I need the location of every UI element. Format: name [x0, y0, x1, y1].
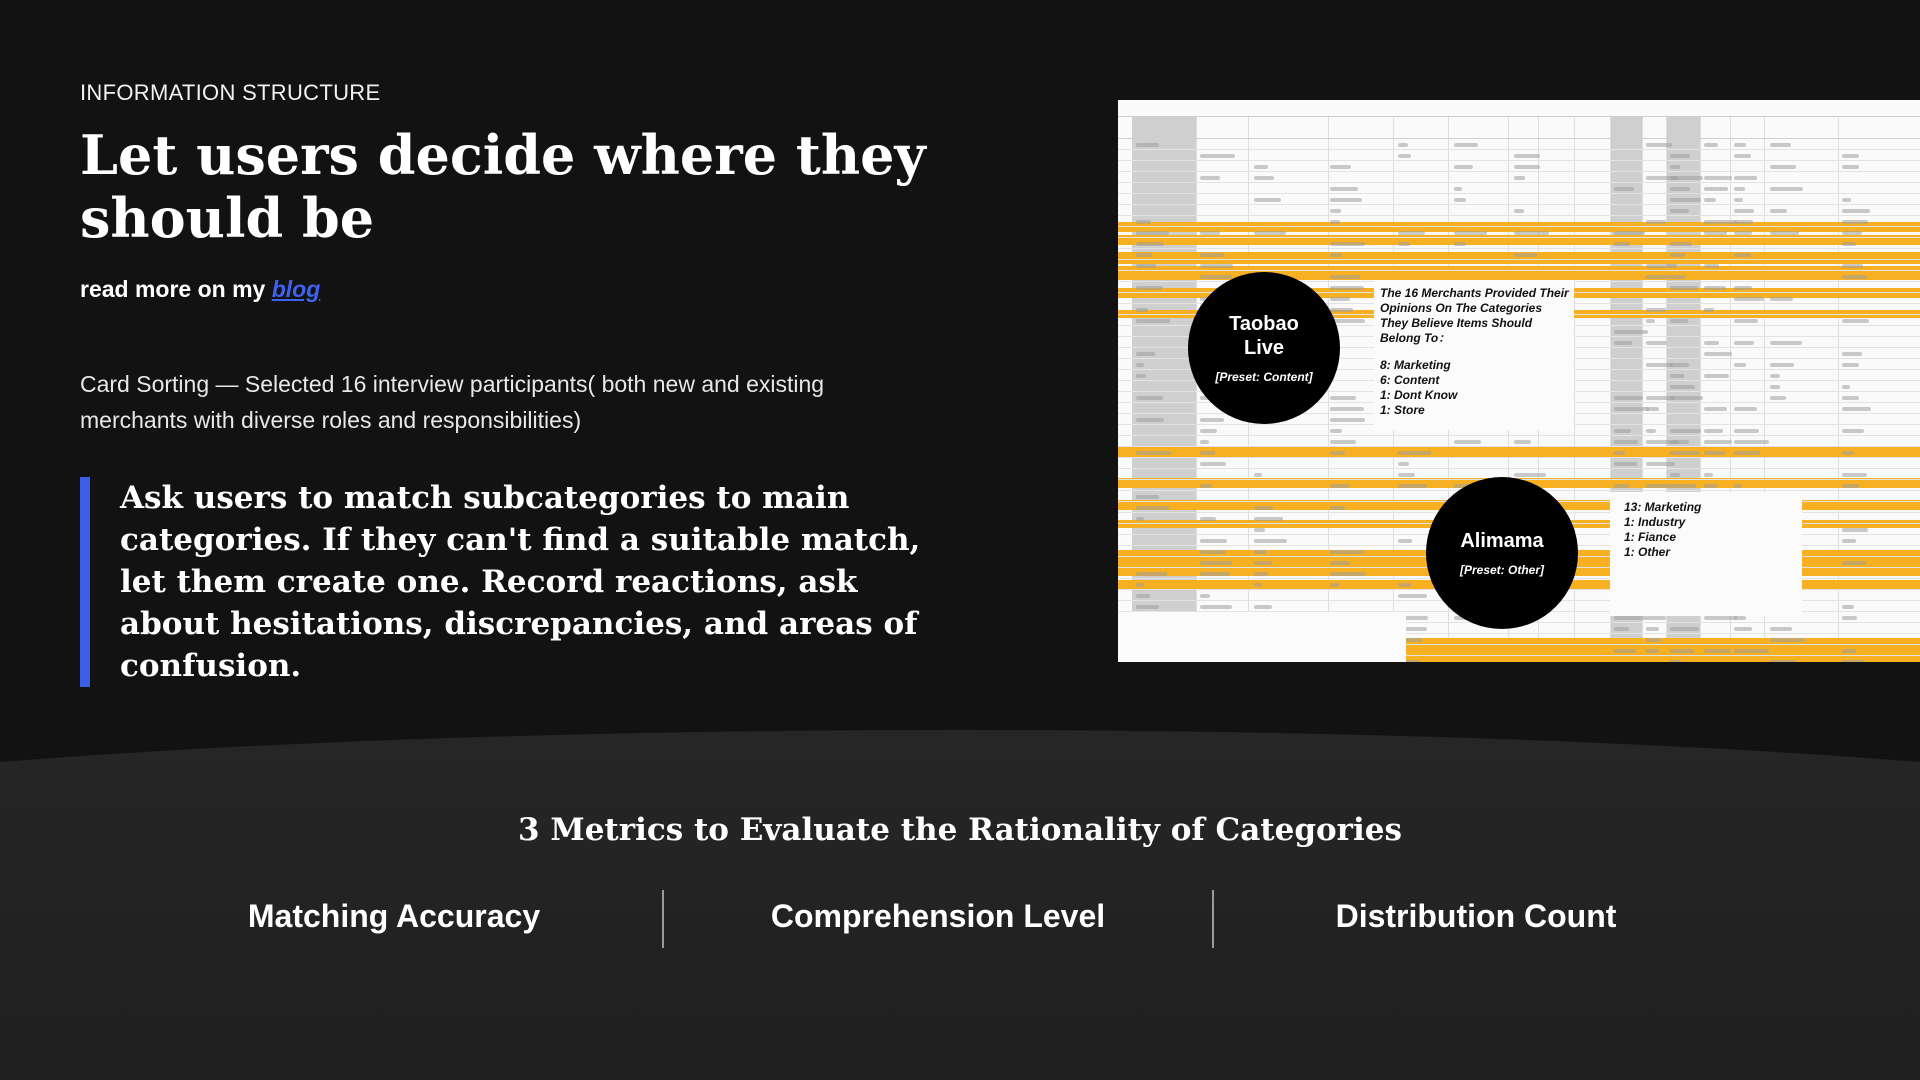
spreadsheet-cell-text	[1398, 154, 1411, 158]
spreadsheet-cell-text	[1670, 187, 1690, 191]
spreadsheet-cell-text	[1670, 429, 1701, 433]
spreadsheet-cell-text	[1734, 484, 1742, 488]
spreadsheet-cell-text	[1136, 319, 1170, 323]
note-second-line: 1: Industry	[1624, 515, 1686, 529]
spreadsheet-cell-text	[1734, 286, 1752, 290]
alimama-preset: [Preset: Other]	[1459, 563, 1545, 577]
spreadsheet-row-line	[1118, 215, 1920, 216]
spreadsheet-cell-text	[1200, 517, 1216, 521]
spreadsheet-cell-text	[1646, 462, 1675, 466]
spreadsheet-cell-text	[1734, 253, 1751, 257]
spreadsheet-row-line	[1118, 446, 1920, 447]
spreadsheet-cell-text	[1670, 660, 1681, 662]
spreadsheet-cell-text	[1136, 286, 1163, 290]
metric-divider	[662, 890, 664, 948]
spreadsheet-cell-text	[1646, 143, 1672, 147]
spreadsheet-cell-text	[1200, 451, 1215, 455]
spreadsheet-cell-text	[1330, 418, 1365, 422]
spreadsheet-cell-text	[1254, 572, 1268, 576]
spreadsheet-cell-text	[1398, 451, 1431, 455]
spreadsheet-cell-text	[1842, 385, 1850, 389]
spreadsheet-cell-text	[1704, 451, 1725, 455]
spreadsheet-cell-text	[1200, 253, 1224, 257]
spreadsheet-cell-text	[1842, 209, 1870, 213]
spreadsheet-cell-text	[1704, 484, 1717, 488]
spreadsheet-cell-text	[1704, 341, 1719, 345]
note-second-line: 1: Fiance	[1624, 530, 1677, 544]
spreadsheet-cell-text	[1670, 396, 1703, 400]
spreadsheet-cell-text	[1614, 231, 1645, 235]
spreadsheet-row-line	[1118, 237, 1920, 238]
spreadsheet-cell-text	[1254, 176, 1274, 180]
spreadsheet-cell-text	[1254, 517, 1283, 521]
spreadsheet-cell-text	[1770, 363, 1794, 367]
read-more	[80, 276, 320, 303]
spreadsheet-cell-text	[1734, 220, 1753, 224]
spreadsheet-cell-text	[1330, 165, 1351, 169]
spreadsheet-row-line	[1118, 182, 1920, 183]
note-second-line: 1: Other	[1624, 545, 1671, 559]
spreadsheet-cell-text	[1646, 407, 1659, 411]
spreadsheet-cell-text	[1670, 253, 1685, 257]
metric-matching-accuracy: Matching Accuracy	[247, 898, 541, 934]
spreadsheet-cell-text	[1200, 484, 1212, 488]
spreadsheet-cell-text	[1842, 649, 1856, 653]
spreadsheet-cell-text	[1670, 440, 1689, 444]
note-second-line: 13: Marketing	[1624, 500, 1702, 514]
spreadsheet-cell-text	[1670, 154, 1690, 158]
spreadsheet-cell-text	[1646, 638, 1661, 642]
spreadsheet-cell-text	[1734, 341, 1754, 345]
spreadsheet-cell-text	[1770, 297, 1793, 301]
spreadsheet-cell-text	[1842, 473, 1867, 477]
spreadsheet-cell-text	[1704, 429, 1723, 433]
spreadsheet-row-line	[1118, 149, 1920, 150]
spreadsheet-cell-text	[1136, 605, 1159, 609]
spreadsheet-cell-text	[1254, 583, 1262, 587]
spreadsheet-cell-text	[1200, 550, 1226, 554]
spreadsheet-cell-text	[1514, 165, 1540, 169]
quote-text: Ask users to match subcategories to main categories. If they can't find a suitable match, let them create one. Record reactions, ask about hesitations, discrepancies, and areas of confusion.	[120, 480, 921, 684]
spreadsheet-cell-text	[1770, 165, 1796, 169]
spreadsheet-cell-text	[1514, 154, 1540, 158]
spreadsheet-cell-text	[1514, 473, 1546, 477]
spreadsheet-cell-text	[1734, 407, 1757, 411]
spreadsheet-row-line	[1118, 468, 1920, 469]
spreadsheet-cell-text	[1734, 363, 1746, 367]
metric-divider	[1212, 890, 1214, 948]
spreadsheet-cell-text	[1614, 330, 1648, 334]
spreadsheet-cell-text	[1842, 451, 1854, 455]
spreadsheet-cell-text	[1254, 231, 1286, 235]
spreadsheet-cell-text	[1330, 550, 1364, 554]
spreadsheet-cell-text	[1734, 429, 1759, 433]
spreadsheet-cell-text	[1200, 231, 1220, 235]
spreadsheet-cell-text	[1614, 451, 1625, 455]
spreadsheet-cell-text	[1770, 396, 1786, 400]
spreadsheet-cell-text	[1734, 154, 1751, 158]
spreadsheet-cell-text	[1136, 220, 1151, 224]
spreadsheet-cell-text	[1704, 374, 1729, 378]
metric-distribution-count: Distribution Count	[1335, 898, 1617, 934]
spreadsheet-cell-text	[1734, 319, 1758, 323]
spreadsheet-cell-text	[1670, 385, 1695, 389]
spreadsheet-cell-text	[1842, 407, 1871, 411]
spreadsheet-row-line	[1118, 248, 1920, 249]
spreadsheet-cell-text	[1136, 374, 1146, 378]
spreadsheet-cell-text	[1614, 396, 1643, 400]
quote-block	[80, 477, 940, 687]
spreadsheet-cell-text	[1646, 319, 1655, 323]
spreadsheet-cell-text	[1842, 484, 1859, 488]
spreadsheet-cell-text	[1330, 253, 1342, 257]
spreadsheet-cell-text	[1398, 594, 1427, 598]
spreadsheet-cell-text	[1770, 143, 1791, 147]
spreadsheet-cell-text	[1842, 154, 1859, 158]
spreadsheet-cell-text	[1614, 627, 1629, 631]
spreadsheet-cell-text	[1842, 363, 1859, 367]
spreadsheet-row-line	[1118, 226, 1920, 227]
spreadsheet-cell-text	[1614, 407, 1649, 411]
spreadsheet-cell-text	[1770, 187, 1803, 191]
alimama-circle	[1426, 477, 1578, 629]
spreadsheet-cell-text	[1734, 187, 1745, 191]
spreadsheet-cell-text	[1734, 209, 1754, 213]
spreadsheet-cell-text	[1670, 451, 1700, 455]
spreadsheet-cell-text	[1136, 308, 1148, 312]
spreadsheet-cell-text	[1734, 143, 1746, 147]
spreadsheet-cell-text	[1670, 473, 1680, 477]
spreadsheet-cell-text	[1454, 440, 1481, 444]
spreadsheet-cell-text	[1330, 572, 1365, 576]
spreadsheet-cell-text	[1398, 231, 1425, 235]
spreadsheet-cell-text	[1330, 451, 1345, 455]
spreadsheet-cell-text	[1330, 484, 1349, 488]
spreadsheet-cell-text	[1704, 352, 1732, 356]
spreadsheet-cell-text	[1670, 627, 1699, 631]
spreadsheet-cell-text	[1646, 363, 1673, 367]
spreadsheet-cell-text	[1734, 176, 1757, 180]
spreadsheet-cell-text	[1254, 473, 1262, 477]
section-eyebrow: INFORMATION STRUCTURE	[80, 80, 381, 105]
spreadsheet-cell-text	[1842, 396, 1859, 400]
spreadsheet-cell-text	[1454, 143, 1478, 147]
spreadsheet-cell-text	[1330, 198, 1362, 202]
spreadsheet-cell-text	[1704, 649, 1731, 653]
spreadsheet-cell-text	[1200, 561, 1232, 565]
spreadsheet-row-line	[1118, 171, 1920, 172]
spreadsheet-cell-text	[1200, 605, 1232, 609]
spreadsheet-cell-text	[1330, 297, 1350, 301]
spreadsheet-cell-text	[1200, 176, 1220, 180]
spreadsheet-cell-text	[1254, 561, 1272, 565]
spreadsheet-cell-text	[1330, 209, 1341, 213]
spreadsheet-cell-text	[1136, 396, 1163, 400]
spreadsheet-cell-text	[1704, 143, 1718, 147]
spreadsheet-cell-text	[1514, 440, 1531, 444]
card-sorting-spreadsheet-image	[1118, 100, 1920, 662]
spreadsheet-cell-text	[1136, 242, 1164, 246]
spreadsheet-cell-text	[1646, 429, 1656, 433]
note-main-line: 6: Content	[1380, 373, 1440, 387]
spreadsheet-cell-text	[1136, 495, 1159, 499]
spreadsheet-cell-text	[1646, 275, 1670, 279]
spreadsheet-cell-text	[1842, 605, 1854, 609]
spreadsheet-cell-text	[1136, 352, 1155, 356]
spreadsheet-cell-text	[1704, 286, 1726, 290]
spreadsheet-cell-text	[1330, 220, 1340, 224]
spreadsheet-cell-text	[1842, 319, 1869, 323]
spreadsheet-cell-text	[1770, 374, 1780, 378]
spreadsheet-cell-text	[1670, 176, 1703, 180]
spreadsheet-cell-text	[1646, 484, 1671, 488]
spreadsheet-cell-text	[1734, 649, 1769, 653]
method-description: Card Sorting — Selected 16 interview participants( both new and existing merchants with diverse roles and responsibilities)	[80, 371, 825, 433]
spreadsheet-cell-text	[1704, 407, 1727, 411]
spreadsheet-cell-text	[1136, 451, 1171, 455]
spreadsheet-cell-text	[1330, 561, 1350, 565]
spreadsheet-cell-text	[1200, 440, 1209, 444]
spreadsheet-cell-text	[1842, 616, 1857, 620]
spreadsheet-cell-text	[1254, 198, 1281, 202]
spreadsheet-row-line	[1118, 270, 1920, 271]
spreadsheet-cell-text	[1254, 539, 1287, 543]
spreadsheet-cell-text	[1454, 165, 1473, 169]
spreadsheet-cell-text	[1200, 594, 1210, 598]
spreadsheet-cell-text	[1330, 583, 1339, 587]
spreadsheet-cell-text	[1330, 440, 1356, 444]
spreadsheet-cell-text	[1670, 649, 1694, 653]
spreadsheet-highlight-row	[1118, 447, 1920, 457]
spreadsheet-cell-text	[1614, 649, 1636, 653]
metrics-title: 3 Metrics to Evaluate the Rationality of Categories	[518, 812, 1402, 848]
spreadsheet-cell-text	[1842, 352, 1862, 356]
spreadsheet-cell-text	[1646, 627, 1659, 631]
spreadsheet-cell-text	[1670, 374, 1684, 378]
spreadsheet-cell-text	[1734, 627, 1752, 631]
spreadsheet-cell-text	[1330, 286, 1364, 290]
spreadsheet-cell-text	[1398, 462, 1409, 466]
spreadsheet-cell-text	[1670, 198, 1701, 202]
spreadsheet-cell-text	[1646, 308, 1666, 312]
spreadsheet-cell-text	[1704, 616, 1737, 620]
spreadsheet-cell-text	[1770, 638, 1805, 642]
spreadsheet-cell-text	[1514, 209, 1524, 213]
spreadsheet-cell-text	[1136, 143, 1159, 147]
spreadsheet-cell-text	[1454, 242, 1466, 246]
spreadsheet-cell-text	[1704, 187, 1728, 191]
spreadsheet-cell-text	[1842, 231, 1862, 235]
spreadsheet-cell-text	[1398, 143, 1408, 147]
spreadsheet-cell-text	[1646, 264, 1677, 268]
spreadsheet-cell-text	[1254, 550, 1267, 554]
spreadsheet-cell-text	[1842, 165, 1859, 169]
spreadsheet-cell-text	[1842, 220, 1868, 224]
spreadsheet-cell-text	[1514, 253, 1537, 257]
spreadsheet-header-line	[1118, 138, 1920, 139]
spreadsheet-cell-text	[1614, 484, 1629, 488]
note-main-heading: The 16 Merchants Provided Their Opinions On The Categories They Believe Items Should Belong To：	[1380, 286, 1569, 345]
alimama-label: Alimama	[1460, 530, 1544, 552]
spreadsheet-cell-text	[1704, 264, 1719, 268]
spreadsheet-cell-text	[1330, 396, 1356, 400]
spreadsheet-cell-text	[1646, 616, 1666, 620]
spreadsheet-cell-text	[1842, 660, 1864, 662]
spreadsheet-cell-text	[1704, 440, 1732, 444]
spreadsheet-cell-text	[1614, 341, 1632, 345]
spreadsheet-cell-text	[1136, 363, 1144, 367]
spreadsheet-cell-text	[1200, 462, 1226, 466]
spreadsheet-cell-text	[1670, 275, 1685, 279]
spreadsheet-row-line	[1118, 457, 1920, 458]
spreadsheet-cell-text	[1670, 209, 1689, 213]
spreadsheet-cell-text	[1614, 242, 1630, 246]
spreadsheet-cell-text	[1200, 264, 1233, 268]
spreadsheet-cell-text	[1514, 176, 1525, 180]
spreadsheet-cell-text	[1398, 242, 1410, 246]
spreadsheet-cell-text	[1454, 198, 1466, 202]
spreadsheet-cell-text	[1330, 308, 1353, 312]
note-second	[1624, 500, 1794, 560]
spreadsheet-cell-text	[1734, 451, 1760, 455]
spreadsheet-cell-text	[1770, 341, 1802, 345]
spreadsheet-cell-text	[1614, 429, 1631, 433]
spreadsheet-cell-text	[1136, 418, 1164, 422]
spreadsheet-cell-text	[1136, 583, 1144, 587]
spreadsheet-cell-text	[1136, 517, 1144, 521]
spreadsheet-header-line	[1118, 116, 1920, 117]
note-main-line: 8: Marketing	[1380, 358, 1451, 372]
spreadsheet-cell-text	[1734, 297, 1764, 301]
spreadsheet-cell-text	[1842, 264, 1863, 268]
taobao-live-circle	[1188, 272, 1340, 424]
spreadsheet-cell-text	[1646, 220, 1666, 224]
spreadsheet-cell-text	[1646, 341, 1667, 345]
spreadsheet-row-line	[1118, 204, 1920, 205]
spreadsheet-cell-text	[1136, 506, 1169, 510]
spreadsheet-cell-text	[1254, 528, 1265, 532]
spreadsheet-cell-text	[1842, 539, 1856, 543]
spreadsheet-cell-text	[1254, 506, 1273, 510]
taobao-live-preset: [Preset: Content]	[1215, 370, 1313, 384]
spreadsheet-cell-text	[1200, 429, 1217, 433]
spreadsheet-cell-text	[1734, 198, 1743, 202]
spreadsheet-cell-text	[1398, 539, 1412, 543]
spreadsheet-cell-text	[1614, 440, 1638, 444]
spreadsheet-cell-text	[1454, 187, 1462, 191]
spreadsheet-cell-text	[1670, 319, 1688, 323]
spreadsheet-cell-text	[1200, 418, 1224, 422]
spreadsheet-cell-text	[1770, 660, 1796, 662]
spreadsheet-cell-text	[1670, 242, 1692, 246]
spreadsheet-cell-text	[1330, 429, 1342, 433]
spreadsheet-cell-text	[1200, 539, 1227, 543]
spreadsheet-cell-text	[1398, 473, 1415, 477]
page-title: Let users decide where they should be	[80, 123, 926, 250]
spreadsheet-cell-text	[1330, 242, 1365, 246]
spreadsheet-cell-text	[1734, 440, 1769, 444]
spreadsheet-cell-text	[1842, 429, 1864, 433]
spreadsheet-cell-text	[1614, 187, 1634, 191]
spreadsheet-cell-text	[1704, 176, 1732, 180]
spreadsheet-cell-text	[1842, 242, 1856, 246]
spreadsheet-cell-text	[1734, 616, 1746, 620]
spreadsheet-cell-text	[1670, 484, 1696, 488]
spreadsheet-cell-text	[1704, 220, 1737, 224]
spreadsheet-cell-text	[1330, 407, 1364, 411]
spreadsheet-cell-text	[1136, 264, 1156, 268]
spreadsheet-row-line	[1118, 193, 1920, 194]
spreadsheet-cell-text	[1704, 231, 1727, 235]
spreadsheet-cell-text	[1136, 594, 1150, 598]
spreadsheet-cell-text	[1136, 253, 1152, 257]
spreadsheet-cell-text	[1842, 275, 1867, 279]
spreadsheet-cell-text	[1646, 649, 1659, 653]
taobao-live-label: Taobao Live	[1229, 313, 1299, 359]
spreadsheet-row-line	[1118, 259, 1920, 260]
spreadsheet-cell-text	[1770, 385, 1780, 389]
blank-cell-area	[1118, 612, 1406, 662]
spreadsheet-cell-text	[1770, 231, 1799, 235]
note-main	[1380, 286, 1570, 418]
spreadsheet-cell-text	[1614, 462, 1637, 466]
spreadsheet-cell-text	[1704, 308, 1714, 312]
spreadsheet-cell-text	[1200, 275, 1232, 279]
spreadsheet-cell-text	[1670, 286, 1698, 290]
spreadsheet-cell-text	[1254, 165, 1268, 169]
spreadsheet-cell-text	[1734, 231, 1752, 235]
note-main-line: 1: Store	[1380, 403, 1425, 417]
spreadsheet-cell-text	[1136, 572, 1167, 576]
spreadsheet-cell-text	[1514, 231, 1549, 235]
spreadsheet-cell-text	[1614, 616, 1647, 620]
spreadsheet-cell-text	[1330, 275, 1360, 279]
spreadsheet-cell-text	[1704, 473, 1713, 477]
spreadsheet-cell-text	[1200, 154, 1235, 158]
spreadsheet-cell-text	[1770, 627, 1792, 631]
blog-link[interactable]: blog	[271, 276, 321, 302]
spreadsheet-row-line	[1118, 435, 1920, 436]
spreadsheet-row-line	[1118, 160, 1920, 161]
spreadsheet-cell-text	[1398, 484, 1427, 488]
metric-comprehension-level: Comprehension Level	[770, 898, 1106, 934]
spreadsheet-cell-text	[1842, 198, 1851, 202]
read-more-prefix: read more on my	[80, 276, 272, 302]
spreadsheet-cell-text	[1770, 209, 1787, 213]
note-main-line: 1: Dont Know	[1380, 388, 1458, 402]
spreadsheet-cell-text	[1254, 605, 1272, 609]
spreadsheet-cell-text	[1704, 198, 1716, 202]
spreadsheet-cell-text	[1454, 231, 1487, 235]
spreadsheet-cell-text	[1670, 165, 1680, 169]
spreadsheet-cell-text	[1330, 506, 1345, 510]
spreadsheet-cell-text	[1200, 572, 1230, 576]
spreadsheet-cell-text	[1136, 231, 1169, 235]
spreadsheet-cell-text	[1842, 561, 1866, 565]
spreadsheet-cell-text	[1670, 363, 1689, 367]
spreadsheet-cell-text	[1842, 528, 1868, 532]
spreadsheet-cell-text	[1330, 187, 1358, 191]
spreadsheet-cell-text	[1398, 583, 1411, 587]
